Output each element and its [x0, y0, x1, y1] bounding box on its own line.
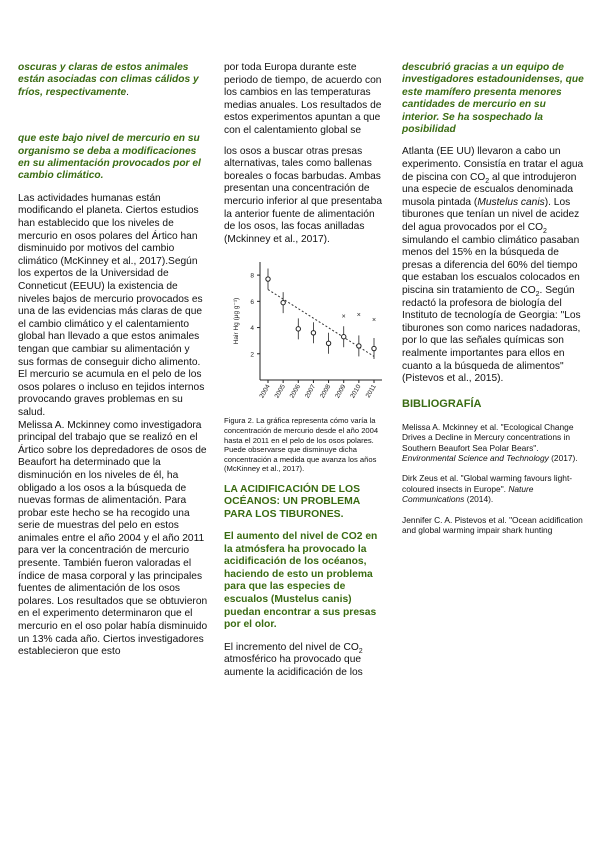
chart-point: [281, 301, 285, 305]
chart-outlier: ×: [341, 313, 346, 321]
mercury-chart: [224, 256, 388, 408]
paragraph-sharks: Atlanta (EE UU) llevaron a cabo un experimento. Consistía en tratar el agua de piscina con $CO_2$ al que introdujeron una especie de escualos denominada musola pintada (Mustelus canis). Los tiburones que tenían un nivel de acidez del agua provocados por el $CO_2$ simulando el cambio climático pasaban menos del 15% en la búsqueda de presas a diferencia del 60% del tiempo que estaban los escualos colocados en piscina sin tratamiento de $CO_2$. Según redactó la profesora de biología del Instituto de tecnología de Georgia: "Los tiburones son como narices nadadoras, por lo que las señales químicas son realmente importantes para ellos en cuanto a la búsqueda de alimentos" (Pistevos et al., 2015).: [402, 146, 584, 385]
bibliography-title: BIBLIOGRAFÍA: [402, 397, 482, 410]
paragraph-2: Melissa A. Mckinney como investigadora principal del trabajo que se realizó en el Ártico sobre los depredadores de osos de Beaufort ha determinado que la disminución en los niveles de él, ha obligado a los osos a la búsqueda de nuevas formas de alimentación. Para probar este hecho se ha recogido una serie de muestras del pelo en estos animales entre el año 2004 y el año 2011 para ver la concentración de mercurio presente. También fueron valoradas el índice de masa corporal y las principales fuentes de alimentación de los osos polares. Los resultados que se obtuvieron en el experimento determinaron que el mercurio en el oso polar había disminuido un 13% cada año. Ciertos investigadores establecieron que esto: [18, 419, 208, 658]
chart-point: [296, 327, 300, 331]
paragraph-continued: por toda Europa durante este periodo de tiempo, de acuerdo con los cambios en las temperaturas medias anuales. Los resultados de estos experimentos apuntan a que con el calentamiento global se: [224, 62, 382, 136]
chart-y-tick-label: 8: [250, 272, 254, 280]
heading-italic-3: descubrió gracias a un equipo de investigadores estadounidenses, que este mamífero presenta menores cantidades de mercurio en su interior. Se ha sospechado la posibilidad: [402, 62, 584, 136]
chart-point: [311, 331, 315, 335]
chart-outlier: ×: [356, 312, 361, 320]
column-1: [18, 62, 208, 659]
column-2: [224, 62, 388, 680]
reference-1: Melissa A. Mckinney et al. "Ecological Change Drives a Decline in Mercury concentrations in Southern Beaufort Sea Polar Bears". Environmental Science and Technology (2017).: [402, 421, 578, 463]
chart-x-tick-label: 2005: [273, 383, 287, 400]
chart-point: [326, 341, 330, 345]
chart-x-tick-label: 2004: [258, 383, 272, 400]
chart-point: [372, 347, 376, 351]
reference-2: Dirk Zeus et al. "Global warming favours light-coloured insects in Europe". Nature Communications (2014).: [402, 473, 573, 505]
chart-point: [342, 335, 346, 339]
chart-point: [357, 344, 361, 348]
chart-y-tick-label: 6: [250, 299, 254, 307]
chart-y-tick-label: 4: [250, 325, 254, 333]
paragraph-1: Las actividades humanas están modificando el planeta. Ciertos estudios han establecido que los niveles de mercurio en osos polares del Ártico han disminuido por motivos del cambio climático (McKinney et al., 2017).Según los expertos de la Universidad de Conneticut (EEUU) la existencia de niveles bajos de mercurio provocados es una de las evidencias más claras de que el cambio climático y el calentamiento global han llevado a que estos animales tengan que cambiar su alimentación y sus formas de conseguir dicho alimento. El mercurio se acumula en el pelo de los osos polares o incluso en tejidos internos provocando graves problemas en su salud.: [18, 192, 205, 418]
section-heading-italic: que este bajo nivel de mercurio en su organismo se deba a modificaciones en su alimentación provocados por el cambio climático.: [18, 133, 201, 182]
paragraph-co2: El incremento del nivel de $CO_2$ atmosférico ha provocado que aumente la acidificación de los: [224, 641, 363, 679]
chart-x-tick-label: 2009: [334, 383, 348, 400]
paragraph-bears: los osos a buscar otras presas alternativas, tales como ballenas boreales o focas barbudas. Ambas presentan una concentración de mercurio inferior al que presentaba la anterior fuente de alimentación de los osos, las focas anilladas (Mckinney et al., 2017).: [224, 145, 382, 245]
chart-outlier: ×: [371, 317, 377, 325]
chart-y-tick-label: 2: [250, 351, 254, 359]
section-title: LA ACIDIFICACIÓN DE LOS OCÉANOS: UN PROBLEMA PARA LOS TIBURONES.: [224, 483, 361, 520]
chart-x-tick-label: 2010: [349, 383, 363, 400]
chart-svg: [224, 256, 388, 408]
column-3: [402, 62, 584, 535]
chart-x-tick-label: 2006: [288, 383, 303, 400]
chart-x-tick-label: 2008: [319, 383, 333, 400]
chart-y-label: Hair Hg (μg g⁻¹): [233, 298, 240, 345]
figure-caption: Figura 2. La gráfica representa cómo varía la concentración de mercurio desde el año 2004 hasta el 2011 en el pelo de los osos polares. Puede observarse que disminuye dicha concentración a medida que avanza los años (McKinney et al., 2017).: [224, 416, 379, 474]
chart-x-tick-label: 2007: [303, 383, 318, 400]
lead-paragraph: El aumento del nivel de CO2 en la atmósfera ha provocado la acidificación de los océanos, haciendo de esto un problema para que las especies de escualos (Mustelus canis) puedan encontrar a sus presas por el olor.: [224, 531, 378, 631]
chart-x-tick-label: 2011: [364, 383, 378, 400]
reference-3: Jennifer C. A. Pistevos et al. "Ocean acidification and global warming impair shark hunting: [402, 514, 583, 535]
chart-point: [266, 277, 270, 281]
intro-italic: oscuras y claras de estos animales están asociadas con climas cálidos y fríos, respectivamente.: [18, 62, 199, 98]
